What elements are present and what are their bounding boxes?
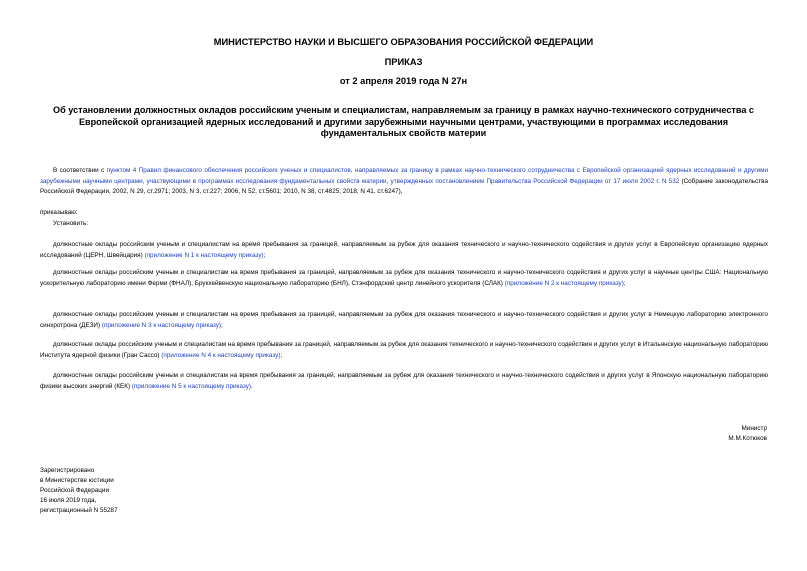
registration-number: регистрационный N 55287	[40, 507, 118, 514]
appendix-3-link[interactable]: (приложение N 3 к настоящему приказу)	[101, 321, 222, 329]
document-type: ПРИКАЗ	[384, 57, 423, 67]
registration-line: в Министерстве юстиции	[40, 477, 114, 484]
registration-line: Зарегистрировано	[40, 467, 95, 474]
ministry-header: МИНИСТЕРСТВО НАУКИ И ВЫСШЕГО ОБРАЗОВАНИЯ РОССИЙСКОЙ ФЕДЕРАЦИИ	[213, 37, 594, 47]
clause-item	[40, 240, 768, 261]
clause-end: ;	[280, 351, 283, 359]
clause-end: ;	[623, 279, 626, 287]
clause-text: должностные оклады российским ученым и специалистам на время пребывания за границей, направляемым за рубеж для оказания технического и научно-технического содействия и других услуг в Итальянскую национальную лабораторию Института ядерной физики (Гран Сассо)	[40, 341, 768, 359]
signature-position: Министр	[741, 425, 767, 432]
prikazyvayu-text: приказываю:	[40, 209, 78, 216]
clause-item	[40, 310, 768, 331]
clause-item	[40, 340, 768, 361]
clause-end: .	[251, 382, 253, 390]
appendix-2-link[interactable]: (приложение N 2 к настоящему приказу)	[504, 279, 624, 287]
clause-item	[40, 371, 768, 392]
preamble-paragraph	[40, 166, 768, 198]
clause-text: должностные оклады российским ученым и специалистам на время пребывания за границей, направляемым за рубеж для оказания технического и научно-технического содействия и других услуг в Немецкую лабораторию электронного синхротрона (ДЕЗИ)	[40, 311, 768, 329]
document-title: Об установлении должностных окладов российским ученым и специалистам, направляемым за границу в рамках научно-технического сотрудничества с Европейской организацией ядерных исследований и другими зарубежными научными центрами, участвующими в программах исследования фундаментальных свойств материи	[53, 105, 754, 139]
clause-end: ;	[221, 321, 223, 329]
preamble-text-end: (Собрание законодательства Российской Федерации, 2002, N 29, ст.2971; 2003, N 3, ст.227; 2006, N 52, ст.5601; 2010, N 38, ст.4825; 2018, N 41, ст.6247),	[40, 177, 768, 196]
appendix-4-link[interactable]: (приложение N 4 к настоящему приказу)	[161, 351, 281, 359]
legal-reference-link[interactable]: пунктом 4 Правил финансового обеспечения российских ученых и специалистов, направляемых за границу в рамках научно-технического сотрудничества с Европейской организацией ядерных исследований и другими зарубежными научными центрами, участвующими в программах исследования фундаментальных свойств материи, утвержденных постановлением Правительства Российской Федерации от 17 июля 2002 г. N 532	[40, 167, 768, 185]
registration-line: Российской Федерации	[40, 487, 109, 494]
registration-line: 16 июля 2019 года,	[40, 497, 97, 504]
document-date: от 2 апреля 2019 года N 27н	[339, 76, 468, 86]
clause-text: должностные оклады российским ученым и специалистам на время пребывания за границей, направляемым за рубеж для оказания технического и научно-технического содействия и других услуг в Японскую национальную лабораторию физики высоких энергий (КЕК)	[40, 372, 768, 390]
appendix-1-link[interactable]: (приложение N 1 к настоящему приказу)	[144, 251, 264, 259]
appendix-5-link[interactable]: (приложение N 5 к настоящему приказу)	[131, 382, 252, 390]
signature-name: М.М.Котюков	[728, 435, 767, 442]
clause-item	[40, 268, 768, 289]
clause-end: ;	[263, 251, 266, 259]
preamble-text-start: В соответствии с	[53, 167, 107, 174]
clause-text: должностные оклады российским ученым и специалистам на время пребывания за границей, направляемым за рубеж для оказания технического и научно-технического содействия и других услуг в научные центры США: Национальную ускорительную лабораторию имени Ферми (ФНАЛ), Брукхейвенскую национальную лабораторию (БНЛ), Стэнфордский центр линейного ускорителя (СЛАК)	[40, 269, 768, 287]
clause-text: должностные оклады российским ученым и специалистам на время пребывания за границей, направляемым за рубеж для оказания технического и научно-технического содействия и других услуг в Европейскую организацию ядерных исследований (ЦЕРН, Швейцария)	[40, 241, 768, 259]
ustanovit-text: Установить:	[53, 220, 89, 227]
